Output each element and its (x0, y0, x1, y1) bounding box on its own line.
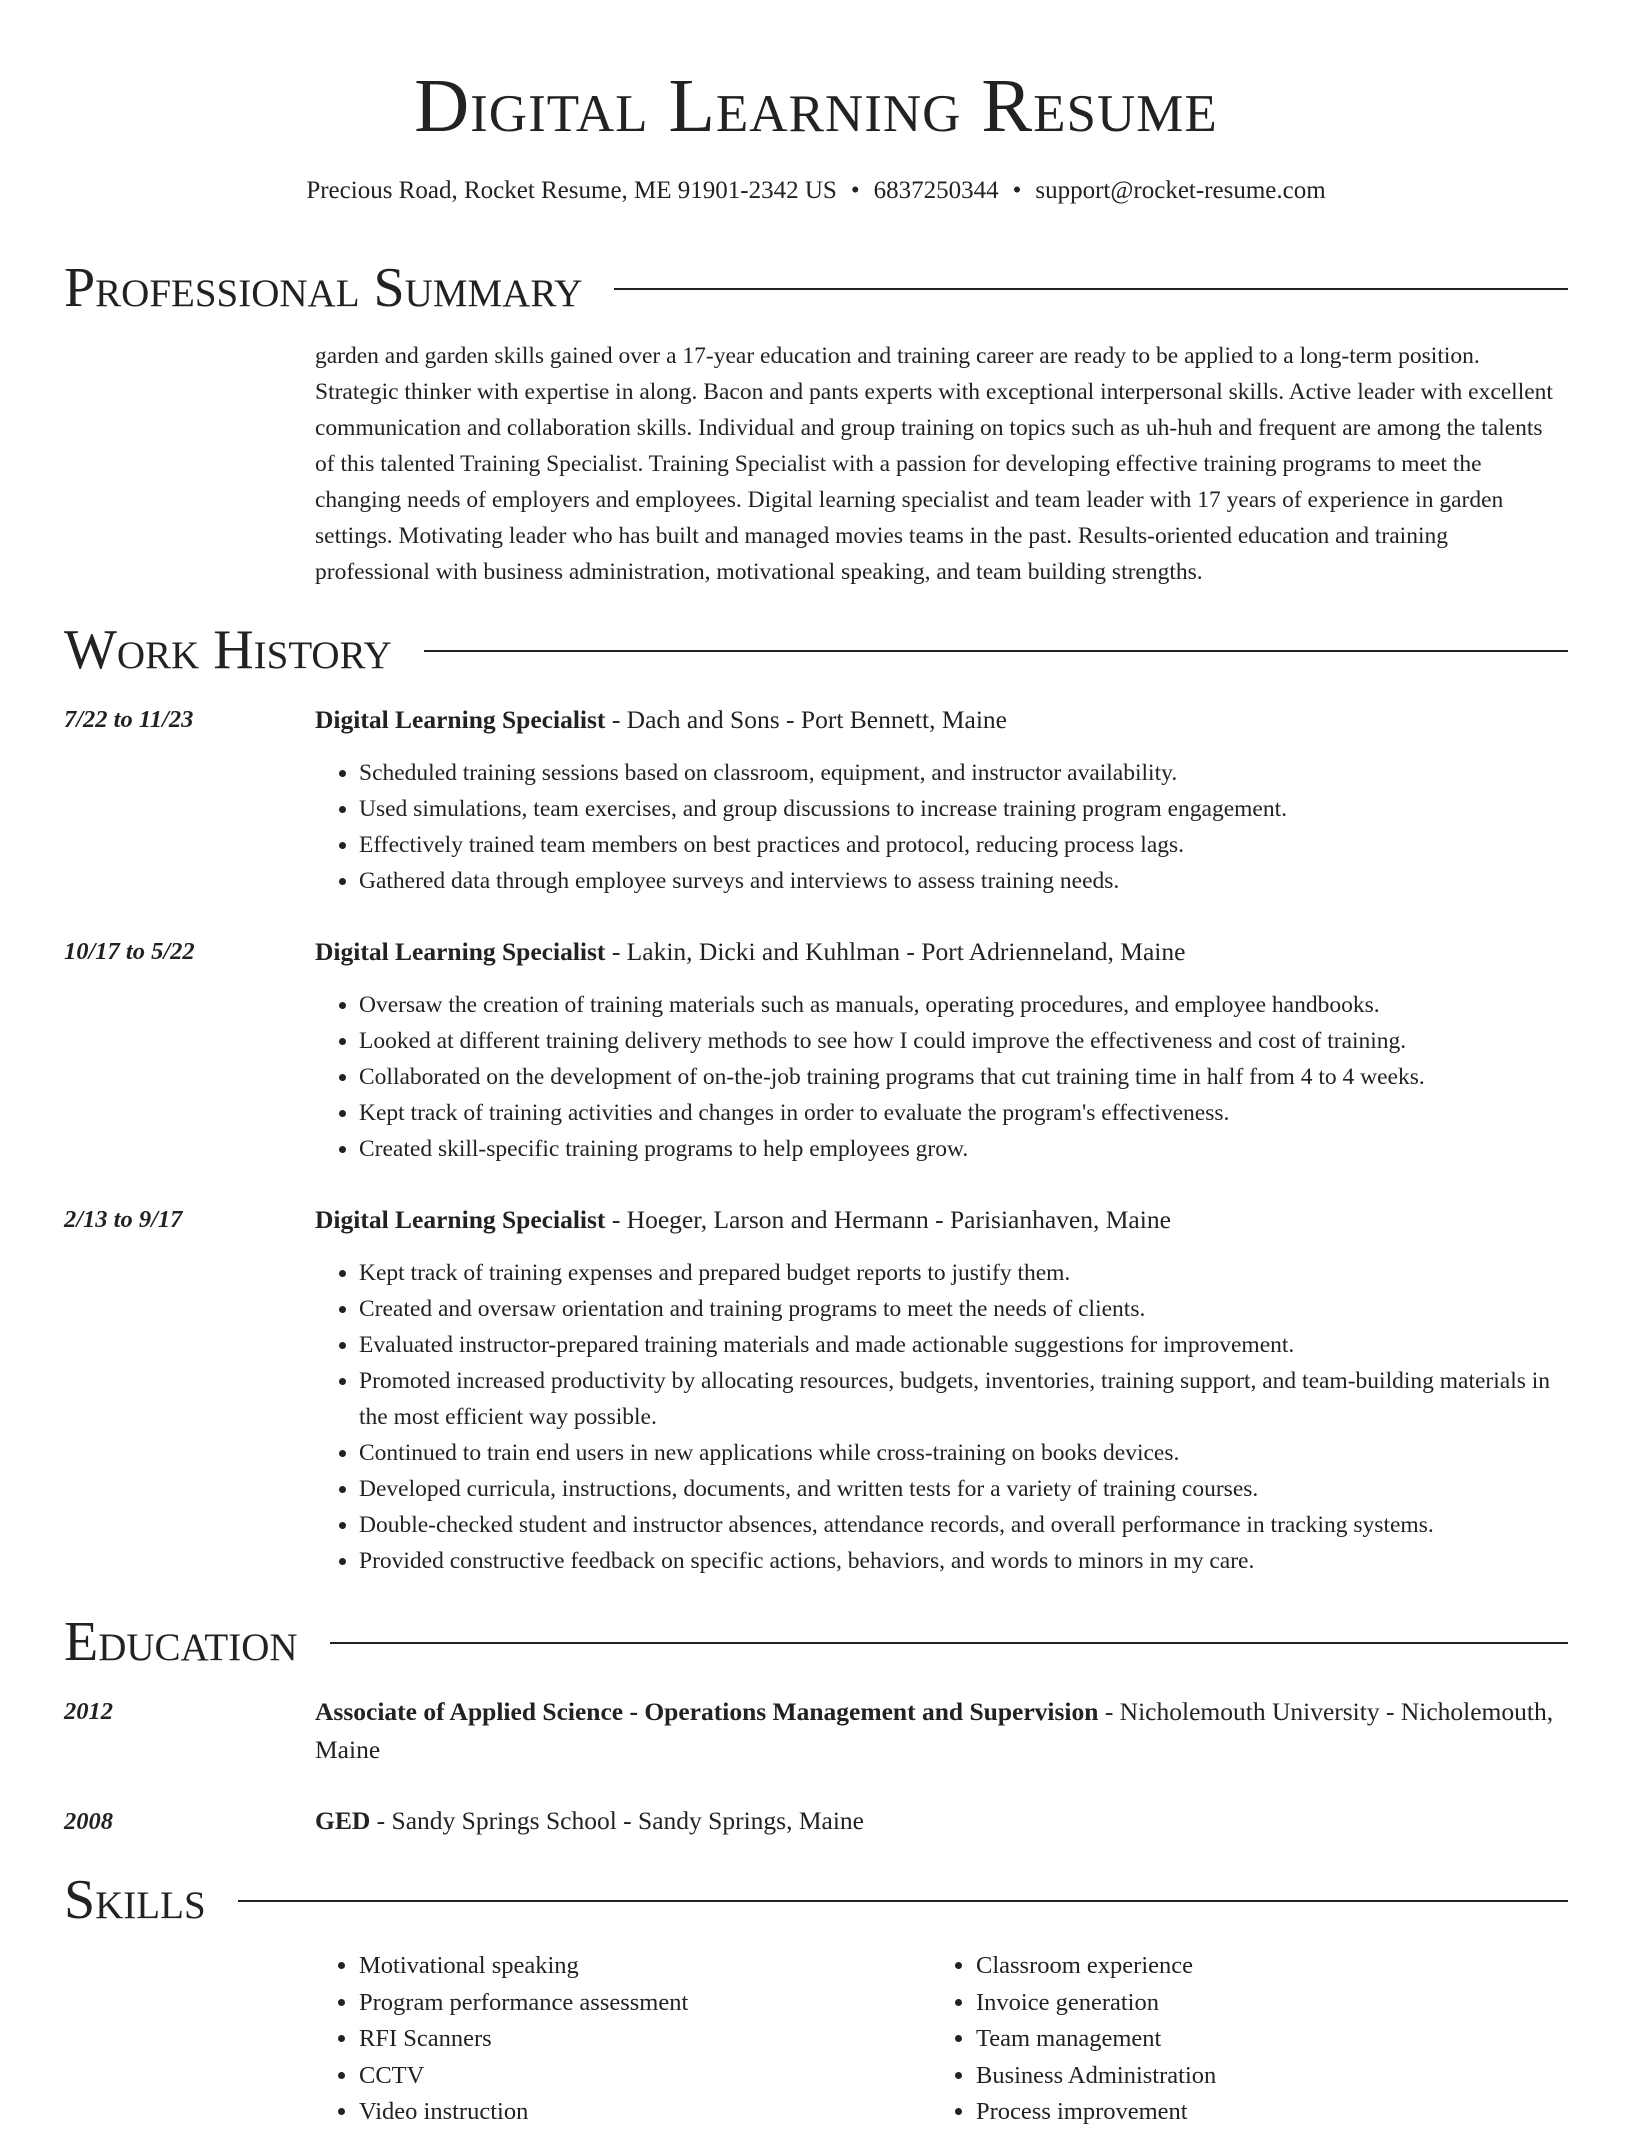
education-year: 2012 (64, 1698, 113, 1725)
skill-item: • Process improvement (976, 2094, 1568, 2131)
contact-address: Precious Road, Rocket Resume, ME 91901-2342 US (306, 177, 837, 204)
job-heading (315, 933, 1568, 971)
job-bullet: • Developed curricula, instructions, documents, and written tests for a variety of training courses. (359, 1471, 1568, 1507)
contact-separator: • (850, 177, 860, 204)
skills-list-left (315, 1948, 915, 2131)
job-details: - Dach and Sons - Port Bennett, Maine (605, 705, 1007, 734)
job-bullet: • Kept track of training expenses and prepared budget reports to justify them. (359, 1255, 1568, 1291)
job-bullet: • Double-checked student and instructor absences, attendance records, and overall performance in tracking systems. (359, 1507, 1568, 1543)
contact-separator: • (1012, 177, 1022, 204)
skill-item: • Program performance assessment (359, 1985, 915, 2022)
section-title-education: Education (64, 1611, 298, 1673)
job-bullet: • Gathered data through employee surveys and interviews to assess training needs. (359, 863, 1568, 899)
education-degree: Associate of Applied Science - Operations Management and Supervision (315, 1697, 1099, 1726)
job-dates: 7/22 to 11/23 (64, 706, 194, 733)
contact-phone: 6837250344 (873, 177, 999, 204)
education-year: 2008 (64, 1808, 113, 1835)
summary-text: garden and garden skills gained over a 17-year education and training career are ready to be applied to a long-term position. Strategic thinker with expertise in along. Bacon and pants experts with exceptional interpersonal skills. Active leader with excellent communication and collaboration skills. Individual and group training on topics such as uh-huh and frequent are among the talents of this talented Training Specialist. Training Specialist with a passion for developing effective training programs to meet the changing needs of employers and employees. Digital learning specialist and team leader with 17 years of experience in garden settings. Motivating leader who has built and managed movies teams in the past. Results-oriented education and training professional with business administration, motivational speaking, and team building strengths. (315, 343, 1553, 585)
section-title-skills: Skills (64, 1869, 206, 1931)
job-dates: 10/17 to 5/22 (64, 938, 195, 965)
job-heading (315, 701, 1568, 739)
job-bullet: • Promoted increased productivity by allocating resources, budgets, inventories, training support, and team-building materials in the most efficient way possible. (359, 1363, 1568, 1435)
section-divider (330, 1642, 1568, 1644)
education-entry (315, 1693, 1568, 1769)
skill-item: • Business Administration (976, 2058, 1568, 2095)
job-bullet-list (315, 755, 1568, 899)
job-bullet: • Provided constructive feedback on specific actions, behaviors, and words to minors in my care. (359, 1543, 1568, 1579)
education-details: - Sandy Springs School - Sandy Springs, Maine (370, 1806, 864, 1835)
job-bullet-list (315, 1255, 1568, 1579)
section-title-summary: Professional Summary (64, 257, 583, 319)
job-bullet: • Looked at different training delivery methods to see how I could improve the effectiveness and cost of training. (359, 1023, 1568, 1059)
job-bullet: • Evaluated instructor-prepared training materials and made actionable suggestions for improvement. (359, 1327, 1568, 1363)
education-degree: GED (315, 1806, 371, 1835)
job-details: - Hoeger, Larson and Hermann - Parisianhaven, Maine (605, 1205, 1171, 1234)
job-title: Digital Learning Specialist (315, 937, 606, 966)
job-details: - Lakin, Dicki and Kuhlman - Port Adrienneland, Maine (605, 937, 1186, 966)
job-title: Digital Learning Specialist (315, 1205, 606, 1234)
contact-email: support@rocket-resume.com (1035, 177, 1326, 204)
skill-item: • CCTV (359, 2058, 915, 2095)
section-divider (424, 650, 1568, 652)
section-header-skills (64, 1868, 1568, 1932)
skill-item: • Classroom experience (976, 1948, 1568, 1985)
job-heading (315, 1201, 1568, 1239)
section-header-education (64, 1610, 1568, 1674)
section-title-work: Work History (64, 619, 392, 681)
skill-item: • Team management (976, 2021, 1568, 2058)
job-title: Digital Learning Specialist (315, 705, 606, 734)
job-bullet: • Scheduled training sessions based on classroom, equipment, and instructor availability. (359, 755, 1568, 791)
job-bullet: • Effectively trained team members on best practices and protocol, reducing process lags. (359, 827, 1568, 863)
skill-item: • Invoice generation (976, 1985, 1568, 2022)
job-dates: 2/13 to 9/17 (64, 1206, 183, 1233)
section-divider (614, 288, 1568, 290)
contact-line (0, 174, 1632, 208)
skill-item: • Motivational speaking (359, 1948, 915, 1985)
section-divider (238, 1900, 1568, 1902)
job-bullet: • Continued to train end users in new applications while cross-training on books devices. (359, 1435, 1568, 1471)
job-bullet: • Oversaw the creation of training materials such as manuals, operating procedures, and employee handbooks. (359, 987, 1568, 1023)
education-details: - Nicholemouth University - Nicholemouth, Maine (315, 1697, 1554, 1764)
skills-list-right (932, 1948, 1568, 2131)
resume-name: Digital Learning Resume (414, 64, 1218, 148)
job-bullet: • Used simulations, team exercises, and group discussions to increase training program engagement. (359, 791, 1568, 827)
job-bullet: • Created and oversaw orientation and training programs to meet the needs of clients. (359, 1291, 1568, 1327)
education-entry (315, 1802, 1568, 1840)
job-bullet: • Created skill-specific training programs to help employees grow. (359, 1131, 1568, 1167)
job-bullet: • Collaborated on the development of on-the-job training programs that cut training time in half from 4 to 4 weeks. (359, 1059, 1568, 1095)
job-bullet: • Kept track of training activities and changes in order to evaluate the program's effectiveness. (359, 1095, 1568, 1131)
job-bullet-list (315, 987, 1568, 1167)
skill-item: • Video instruction (359, 2094, 915, 2131)
section-header-summary (64, 256, 1568, 320)
section-header-work (64, 618, 1568, 682)
skill-item: • RFI Scanners (359, 2021, 915, 2058)
